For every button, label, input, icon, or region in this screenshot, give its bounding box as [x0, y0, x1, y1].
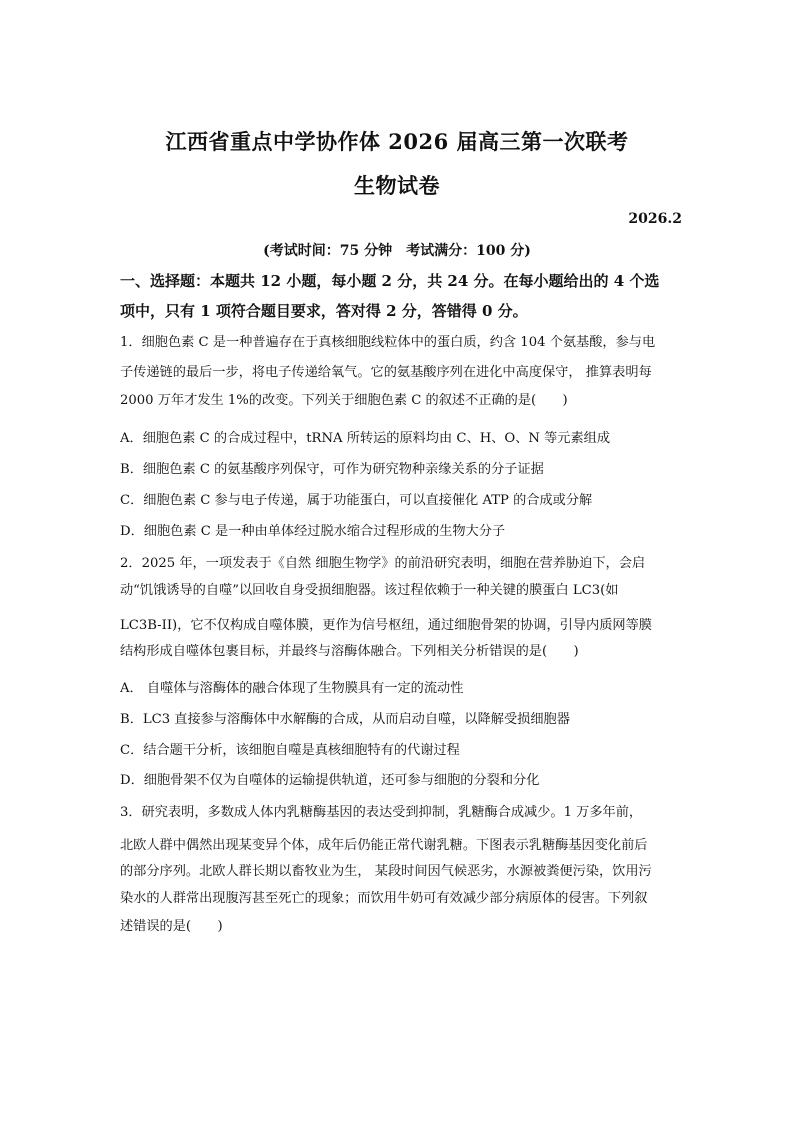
question-1-option-d: D．细胞色素 C 是一种由单体经过脱水缩合过程形成的生物大分子 [120, 524, 506, 539]
question-1-line-3: 2000 万年才发生 1%的改变。下列关于细胞色素 C 的叙述不正确的是( ) [120, 393, 568, 408]
exam-info: (考试时间：75 分钟 考试满分：100 分) [263, 243, 531, 259]
exam-date: 2026.2 [628, 211, 682, 227]
question-1-option-b: B．细胞色素 C 的氨基酸序列保守，可作为研究物种亲缘关系的分子证据 [120, 462, 544, 477]
section-heading-line-2: 项中，只有 1 项符合题目要求，答对得 2 分，答错得 0 分。 [120, 302, 528, 320]
exam-subtitle: 生物试卷 [354, 173, 440, 198]
question-2-line-4: 结构形成自噬体包裹目标，并最终与溶酶体融合。下列相关分析错误的是( ) [120, 644, 579, 659]
question-2-option-b: B．LC3 直接参与溶酶体中水解酶的合成，从而启动自噬，以降解受损细胞器 [120, 712, 570, 727]
question-1-option-a: A．细胞色素 C 的合成过程中，tRNA 所转运的原料均由 C、H、O、N 等元素组成 [120, 431, 611, 446]
section-heading-line-1: 一、选择题：本题共 12 小题，每小题 2 分，共 24 分。在每小题给出的 4 个选 [120, 272, 660, 290]
question-1-line-1: 1．细胞色素 C 是一种普遍存在于真核细胞线粒体中的蛋白质，约含 104 个氨基酸，参与电 [120, 335, 656, 350]
question-3-line-1: 3．研究表明，多数成人体内乳糖酶基因的表达受到抑制，乳糖酶合成减少。1 万多年前， [120, 805, 643, 820]
question-2-line-1: 2．2025 年，一项发表于《自然 细胞生物学》的前沿研究表明，细胞在营养胁迫下，会启 [120, 556, 646, 571]
question-2-option-a: A． 自噬体与溶酶体的融合体现了生物膜具有一定的流动性 [120, 681, 464, 696]
exam-title: 江西省重点中学协作体 2026 届高三第一次联考 [165, 129, 629, 154]
question-2-line-2: 动“饥饿诱导的自噬”以回收自身受损细胞器。该过程依赖于一种关键的膜蛋白 LC3(如 [120, 583, 619, 598]
question-2-option-d: D．细胞骨架不仅为自噬体的运输提供轨道，还可参与细胞的分裂和分化 [120, 773, 540, 788]
question-3-line-4: 染水的人群常出现腹泻甚至死亡的现象；而饮用牛奶可有效减少部分病原体的侵害。下列叙 [120, 891, 648, 906]
question-1-option-c: C．细胞色素 C 参与电子传递，属于功能蛋白，可以直接催化 ATP 的合成或分解 [120, 493, 593, 508]
question-3-line-5: 述错误的是( ) [120, 919, 223, 934]
section-heading [120, 266, 680, 326]
question-1-line-2: 子传递链的最后一步，将电子传递给氧气。它的氨基酸序列在进化中高度保守， 推算表明每 [120, 365, 652, 380]
question-3-line-2: 北欧人群中偶然出现某变异个体，成年后仍能正常代谢乳糖。下图表示乳糖酶基因变化前后 [120, 838, 648, 853]
question-2-line-3: LC3B-II)，它不仅构成自噬体膜，更作为信号枢纽，通过细胞骨架的协调，引导内质网等膜 [120, 618, 652, 633]
question-2-option-c: C．结合题干分析，该细胞自噬是真核细胞特有的代谢过程 [120, 743, 460, 758]
question-3-line-3: 的部分序列。北欧人群长期以畜牧业为生， 某段时间因气候恶劣，水源被粪便污染，饮用污 [120, 864, 652, 879]
